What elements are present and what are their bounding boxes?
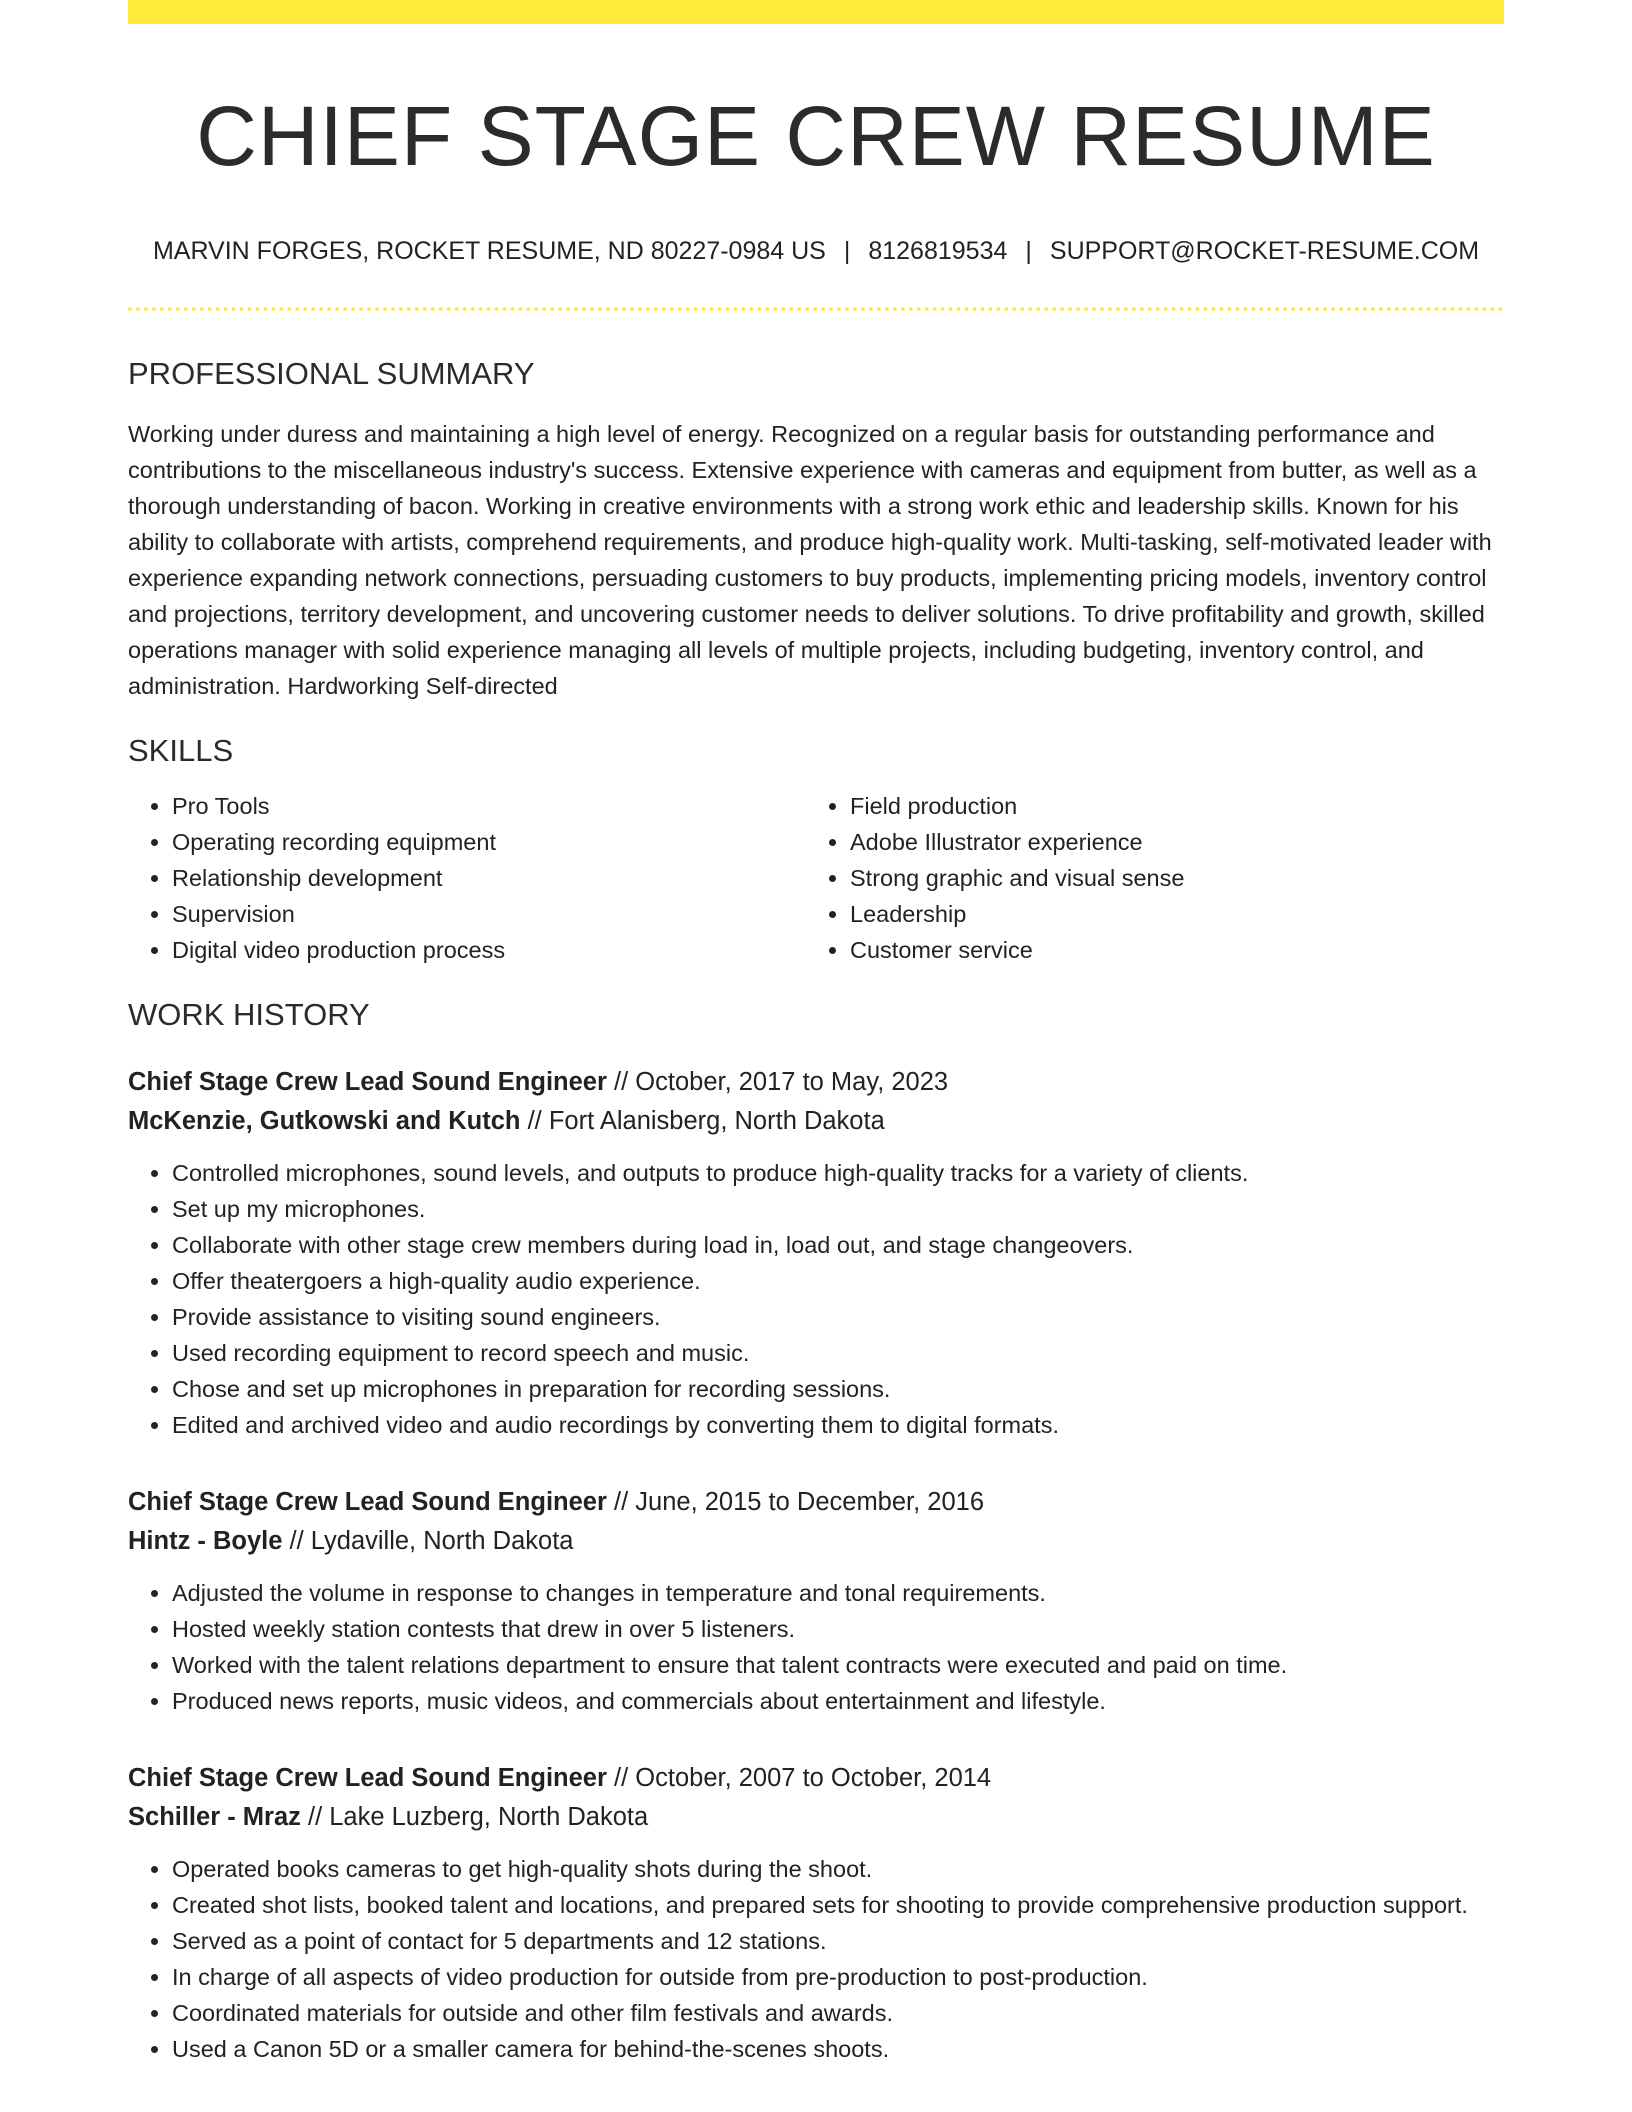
job-bullets: [128, 1155, 1504, 1443]
job-company-line: [128, 1102, 1504, 1141]
job-bullet: • Produced news reports, music videos, and commercials about entertainment and lifestyle.: [172, 1683, 1504, 1719]
job-bullet: • Chose and set up microphones in preparation for recording sessions.: [172, 1371, 1504, 1407]
skill-item: • Pro Tools: [172, 788, 806, 824]
contact-separator: |: [1025, 236, 1032, 265]
skill-item: • Customer service: [850, 932, 1504, 968]
job-company: Schiller - Mraz: [128, 1802, 301, 1831]
job-bullet: • Controlled microphones, sound levels, and outputs to produce high-quality tracks for a variety of clients.: [172, 1155, 1504, 1191]
contact-separator: |: [843, 236, 851, 265]
job-title: Chief Stage Crew Lead Sound Engineer: [128, 1067, 607, 1096]
job-company-line: [128, 1522, 1504, 1561]
job-title-line: [128, 1759, 1504, 1798]
separator: //: [614, 1487, 629, 1516]
job-bullet: • Served as a point of contact for 5 departments and 12 stations.: [172, 1923, 1504, 1959]
skill-item: • Digital video production process: [172, 932, 806, 968]
skill-item: • Adobe Illustrator experience: [850, 824, 1504, 860]
job-bullets: [128, 1575, 1504, 1719]
job-bullet: • Used recording equipment to record speech and music.: [172, 1335, 1504, 1371]
contact-email: SUPPORT@ROCKET-RESUME.COM: [1049, 236, 1480, 265]
job-title: Chief Stage Crew Lead Sound Engineer: [128, 1487, 607, 1516]
job-bullet: • Created shot lists, booked talent and locations, and prepared sets for shooting to provide comprehensive production support.: [172, 1887, 1504, 1923]
job-dates: October, 2017 to May, 2023: [635, 1067, 949, 1096]
top-accent-bar: [128, 0, 1504, 24]
job-location: Fort Alanisberg, North Dakota: [548, 1106, 885, 1135]
summary-text: Working under duress and maintaining a high level of energy. Recognized on a regular basis for outstanding performance and contributions to the miscellaneous industry's success. Extensive experience with cameras and equipment from butter, as well as a thorough understanding of bacon. Working in creative environments with a strong work ethic and leadership skills. Known for his ability to collaborate with artists, comprehend requirements, and produce high-quality work. Multi-tasking, self-motivated leader with experience expanding network connections, persuading customers to buy products, implementing pricing models, inventory control and projections, territory development, and uncovering customer needs to deliver solutions. To drive profitability and growth, skilled operations manager with solid experience managing all levels of multiple projects, including budgeting, inventory control, and administration. Hardworking Self-directed: [128, 421, 1492, 700]
job-dates: October, 2007 to October, 2014: [635, 1763, 992, 1792]
skill-item: • Strong graphic and visual sense: [850, 860, 1504, 896]
job-bullet: • Coordinated materials for outside and other film festivals and awards.: [172, 1995, 1504, 2031]
dotted-divider: [128, 307, 1504, 311]
job-bullet: • Offer theatergoers a high-quality audio experience.: [172, 1263, 1504, 1299]
job-bullet: • Adjusted the volume in response to changes in temperature and tonal requirements.: [172, 1575, 1504, 1611]
skill-item: • Operating recording equipment: [172, 824, 806, 860]
job-bullets: [128, 1851, 1504, 2067]
separator: //: [289, 1526, 304, 1555]
contact-line: [128, 235, 1504, 268]
skills-list: [128, 788, 1504, 968]
job-title-line: [128, 1063, 1504, 1102]
skill-item: • Relationship development: [172, 860, 806, 896]
job-bullet: • Collaborate with other stage crew members during load in, load out, and stage changeovers.: [172, 1227, 1504, 1263]
skill-item: • Leadership: [850, 896, 1504, 932]
job-location: Lake Luzberg, North Dakota: [329, 1802, 649, 1831]
skill-item: • Supervision: [172, 896, 806, 932]
job-entry: [128, 1063, 1504, 1443]
separator: //: [527, 1106, 542, 1135]
separator: //: [307, 1802, 323, 1831]
job-location: Lydaville, North Dakota: [310, 1526, 574, 1555]
job-bullet: • Operated books cameras to get high-quality shots during the shoot.: [172, 1851, 1504, 1887]
skills-heading: SKILLS: [128, 733, 234, 769]
job-company: McKenzie, Gutkowski and Kutch: [128, 1106, 521, 1135]
job-dates: June, 2015 to December, 2016: [635, 1487, 985, 1516]
separator: //: [614, 1763, 629, 1792]
skills-column-left: [128, 788, 806, 968]
summary-heading: PROFESSIONAL SUMMARY: [128, 356, 535, 392]
job-bullet: • Hosted weekly station contests that drew in over 5 listeners.: [172, 1611, 1504, 1647]
skills-column-right: [806, 788, 1504, 968]
job-entry: [128, 1759, 1504, 2067]
resume-title: CHIEF STAGE CREW RESUME: [196, 89, 1436, 183]
job-title: Chief Stage Crew Lead Sound Engineer: [128, 1763, 607, 1792]
resume-content: [128, 0, 1504, 2067]
skill-item: • Field production: [850, 788, 1504, 824]
job-bullet: • In charge of all aspects of video production for outside from pre-production to post-production.: [172, 1959, 1504, 1995]
contact-address: MARVIN FORGES, ROCKET RESUME, ND 80227-0984 US: [152, 236, 826, 265]
job-bullet: • Set up my microphones.: [172, 1191, 1504, 1227]
job-bullet: • Provide assistance to visiting sound engineers.: [172, 1299, 1504, 1335]
job-company-line: [128, 1798, 1504, 1837]
contact-phone: 8126819534: [868, 236, 1008, 265]
job-bullet: • Edited and archived video and audio recordings by converting them to digital formats.: [172, 1407, 1504, 1443]
job-title-line: [128, 1483, 1504, 1522]
job-company: Hintz - Boyle: [128, 1526, 283, 1555]
job-bullet: • Worked with the talent relations department to ensure that talent contracts were executed and paid on time.: [172, 1647, 1504, 1683]
job-entry: [128, 1483, 1504, 1719]
job-bullet: • Used a Canon 5D or a smaller camera for behind-the-scenes shoots.: [172, 2031, 1504, 2067]
work-history-heading: WORK HISTORY: [128, 996, 370, 1032]
separator: //: [614, 1067, 629, 1096]
